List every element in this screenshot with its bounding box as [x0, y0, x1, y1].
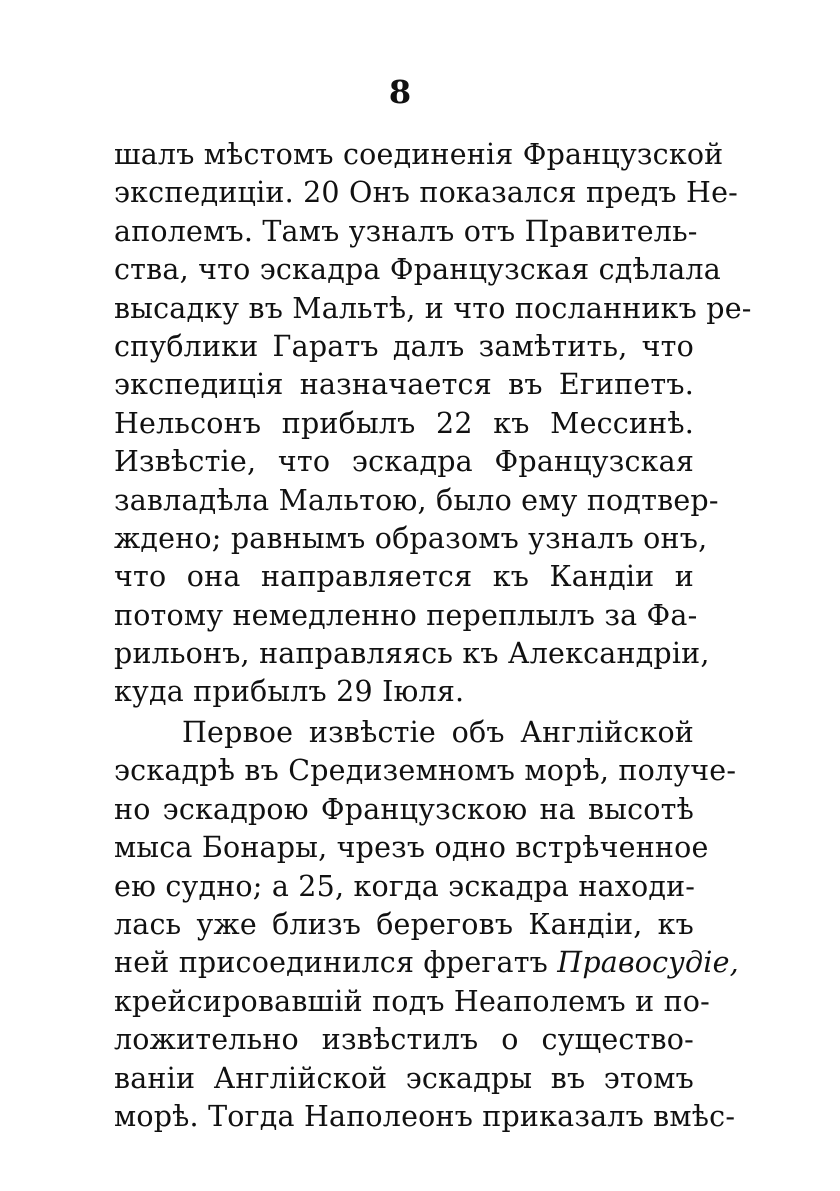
text-line-prefix: ней присоединился фрегатъ [114, 946, 558, 980]
text-line: ложительно извѣстилъ о существо- [114, 1023, 694, 1057]
page-number: 8 [388, 73, 412, 111]
text-line: лась уже близъ береговъ Кандіи, къ [114, 907, 694, 941]
text-line: эскадрѣ въ Средиземномъ морѣ, получе- [114, 754, 737, 788]
text-line: крейсировавшій подъ Неаполемъ и по- [114, 984, 710, 1018]
text-line: Нельсонъ прибылъ 22 къ Мессинѣ. [114, 406, 694, 440]
text-line: высадку въ Мальтѣ, и что посланникъ ре- [114, 291, 752, 325]
text-line: ства, что эскадра Французская сдѣлала [114, 253, 721, 287]
text-line: ваніи Англійской эскадры въ этомъ [114, 1061, 694, 1095]
text-line: мыса Бонары, чрезъ одно встрѣченное [114, 831, 709, 865]
text-line: что она направляется къ Кандіи и [114, 560, 694, 594]
text-line: завладѣла Мальтою, было ему подтвер- [114, 483, 719, 517]
text-line [114, 944, 739, 982]
text-line: шалъ мѣстомъ соединенія Французской [114, 138, 724, 171]
text-line: ждено; равнымъ образомъ узналъ онъ, [114, 521, 708, 555]
paragraph-2 [114, 714, 739, 1136]
text-line: аполемъ. Тамъ узналъ отъ Правитель- [114, 214, 698, 248]
paragraph-1 [114, 136, 752, 712]
text-line: морѣ. Тогда Наполеонъ приказалъ вмѣс- [114, 1099, 736, 1133]
ship-name: Правосудіе, [557, 946, 739, 980]
text-line: Извѣстіе, что эскадра Французская [114, 445, 694, 479]
text-line: спублики Гаратъ далъ замѣтить, что [114, 329, 694, 363]
text-line: ею судно; а 25, когда эскадра находи- [114, 869, 696, 903]
text-line: экспедиціи. 20 Онъ показался предъ Не- [114, 176, 738, 210]
text-line: потому немедленно переплылъ за Фа- [114, 598, 698, 632]
text-line: рильонъ, направляясь къ Александріи, [114, 637, 710, 671]
text-line: но эскадрою Французскою на высотѣ [114, 792, 694, 826]
text-line: Первое извѣстіе объ Англійской [182, 716, 694, 749]
text-line: экспедиція назначается въ Египетъ. [114, 368, 694, 402]
text-line: куда прибылъ 29 Іюля. [114, 675, 465, 709]
